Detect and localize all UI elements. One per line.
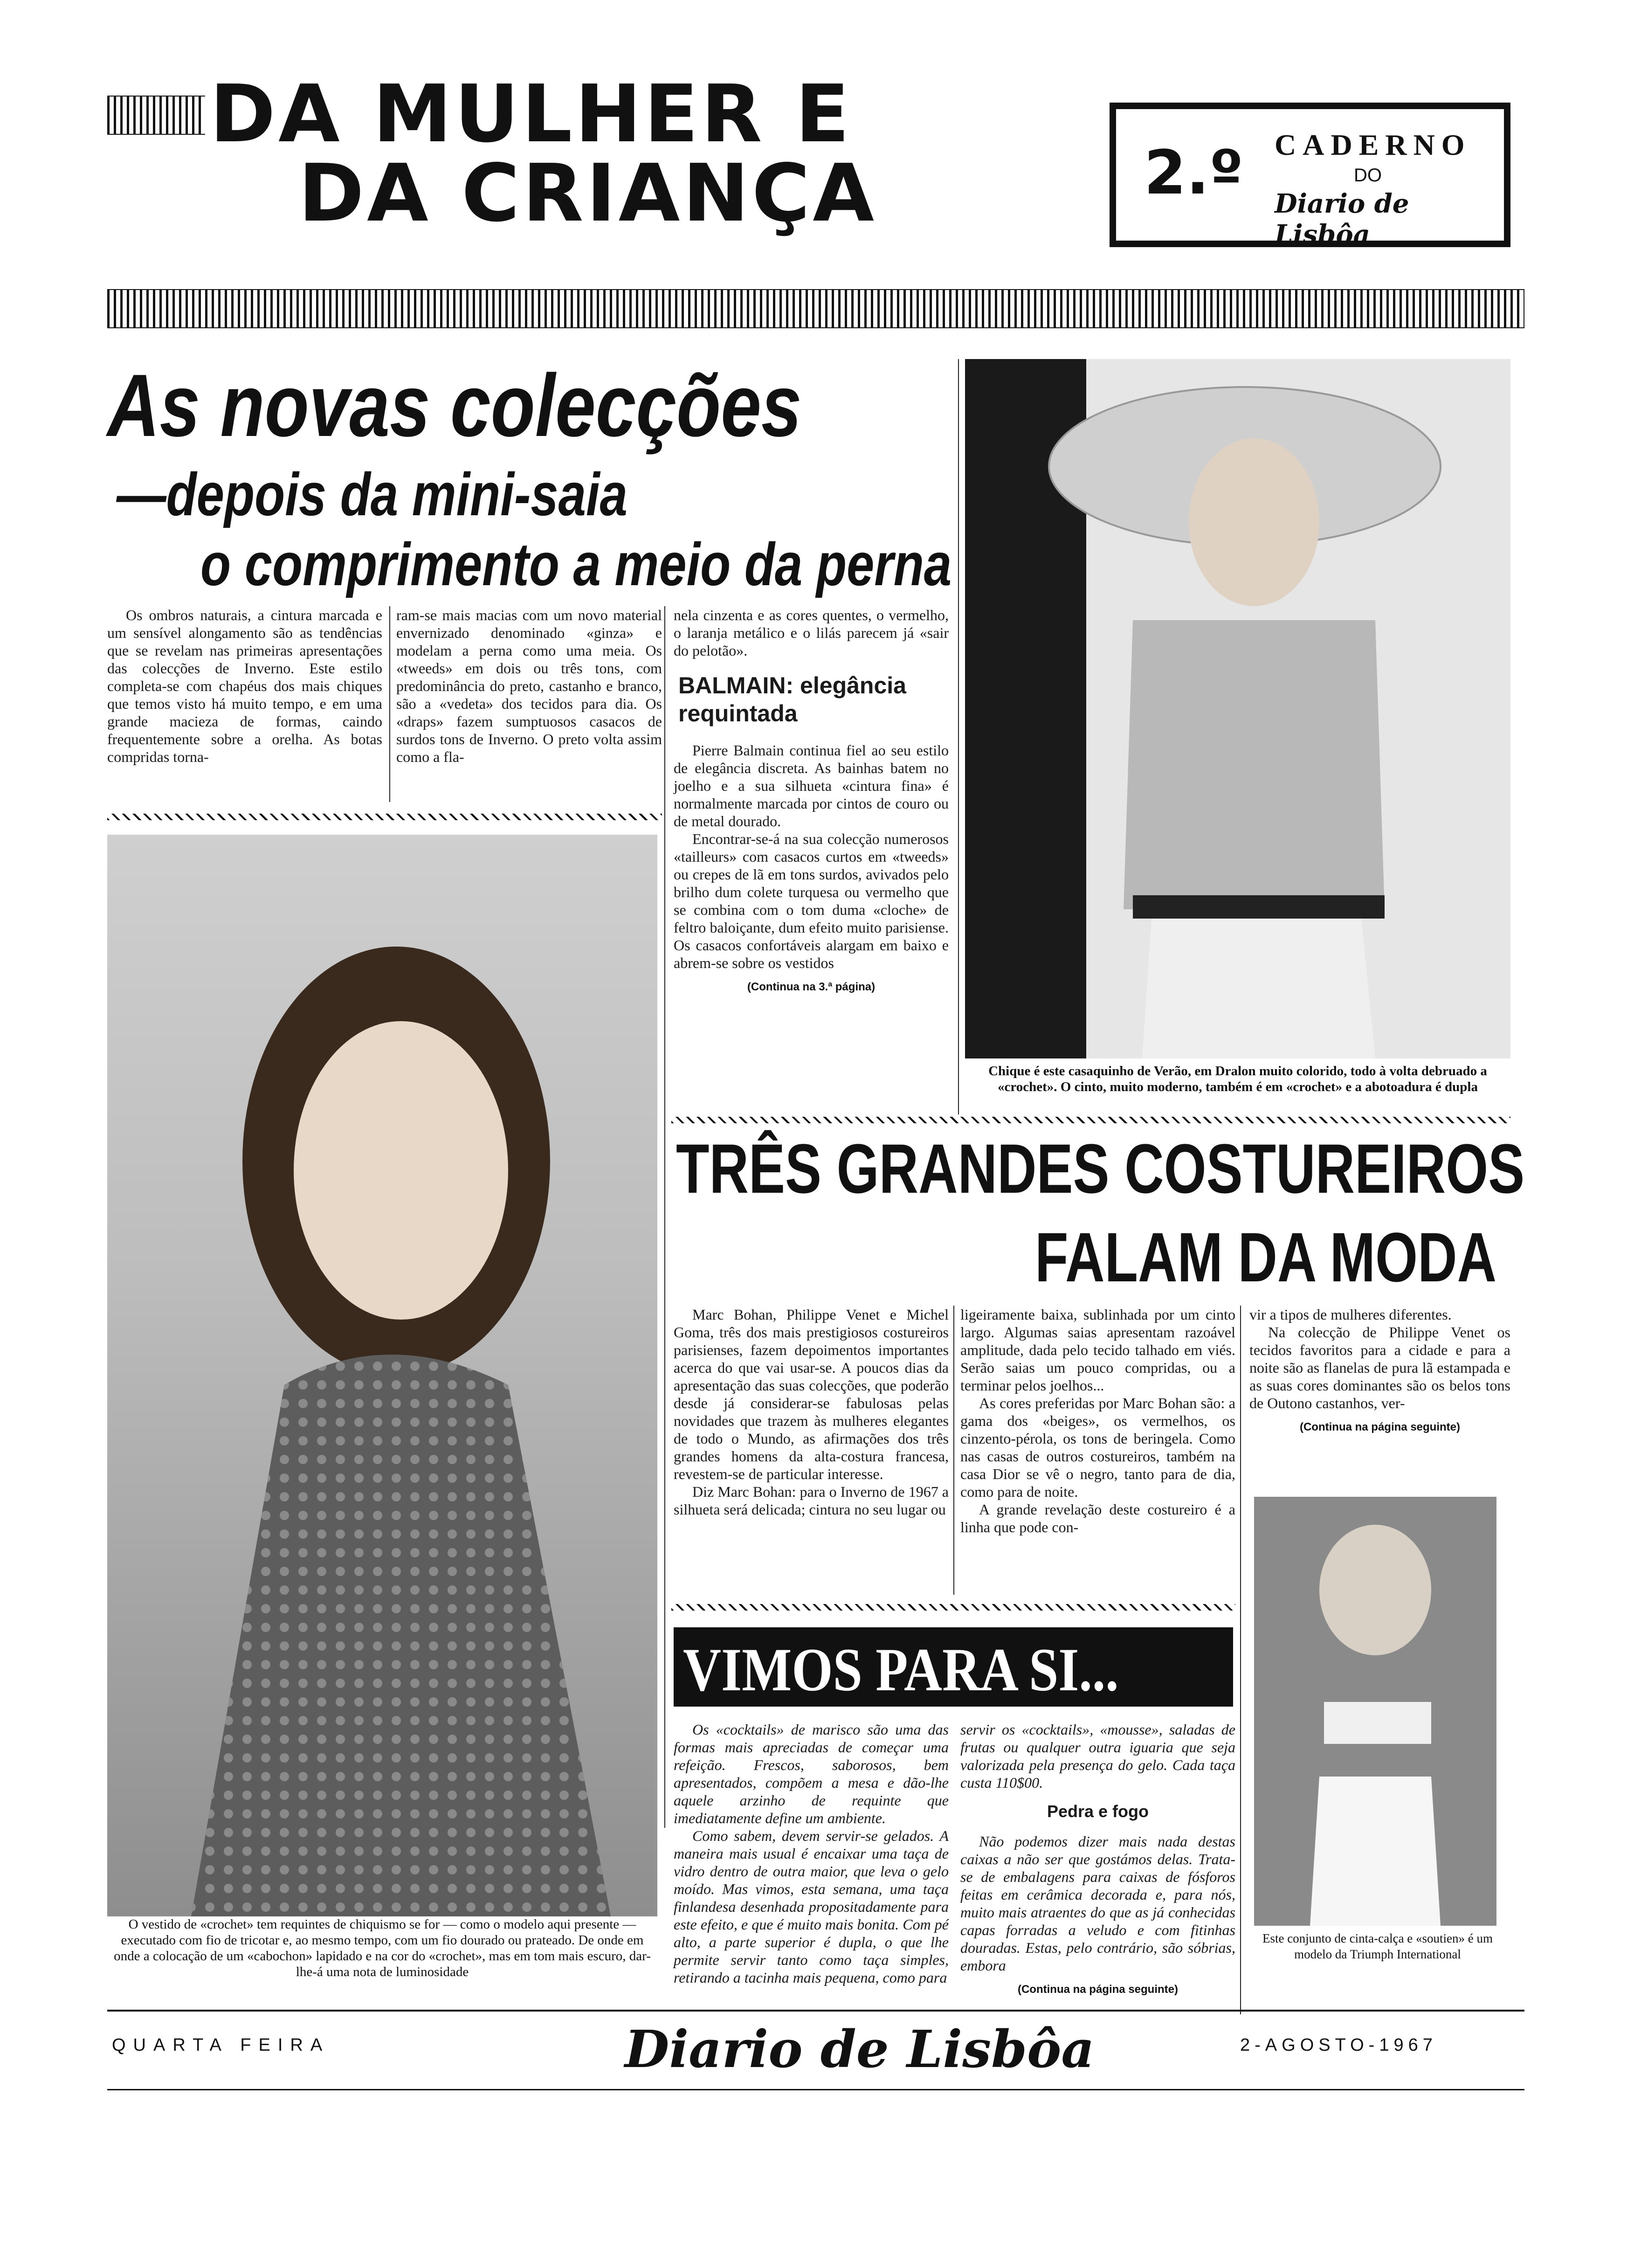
photo-right-caption: Chique é este casaquinho de Verão, em Dralon muito colorido, todo à volta debruado a «crochet». O cinto, muito moderno, também é em «crochet» e a abotoadura é dupla	[988, 1064, 1487, 1094]
footer-day: QUARTA FEIRA	[112, 2035, 330, 2055]
divider	[958, 359, 959, 1114]
costureiros-col-1: Marc Bohan, Philippe Venet e Michel Goma, três dos mais prestigiosos costureiros parisienses, fazem depoimentos importantes acerca do que vai usar-se. A poucos dias da apresentação das suas colecções, que poderão desde já considerar-se fabulosas pelas novidades que trazem às mulheres elegantes de todo o Mundo, as afirmações dos três grandes homens da alta-costura francesa, revestem-se de particular interesse. Diz Marc Bohan: para o Inverno de 1967 a silhueta será delicada; cintura no seu lugar ou	[674, 1306, 949, 1518]
lead-col-1: Os ombros naturais, a cintura marcada e um sensível alongamento são as tendências que se revelam nas primeiras apresentações das colecções de Inverno. Este estilo completa-se com chapéus dos mais chiques que temos visto há muito tempo, e em uma grande macieza de formas, caindo frequentemente sobre a orelha. As botas compridas torna-	[107, 607, 382, 765]
lead-subtitle-1: —depois da mini-saia	[117, 460, 627, 528]
costureiros-continua: (Continua na página seguinte)	[1299, 1421, 1460, 1433]
caderno-number: 2.º	[1144, 137, 1244, 208]
caderno-box	[1110, 103, 1510, 250]
separator-zigzag	[671, 1604, 1235, 1611]
costureiros-title-1: TRÊS GRANDES COSTUREIROS	[676, 1129, 1525, 1208]
masthead-title-line2: DA CRIANÇA	[298, 147, 877, 240]
separator-zigzag	[107, 814, 662, 820]
footer-rule	[107, 2010, 1524, 2012]
photo-crochet-vest	[965, 359, 1510, 1058]
divider	[389, 606, 390, 802]
footer-rule	[107, 2089, 1524, 2090]
lead-col-2: ram-se mais macias com um novo material envernizado denominado «ginza» e modelam a perna como uma meia. Os «tweeds» em dois ou três tons, com predominância do preto, castanho e branco, são a «vedeta» dos tecidos para dia. Os «draps» fazem sumptuosos casacos de surdos tons de Inverno. O preto volta assim como a fla-	[396, 607, 662, 765]
lead-continua: (Continua na 3.ª página)	[747, 981, 876, 993]
balmain-heading: BALMAIN: elegância requintada	[678, 672, 906, 726]
masthead-ornament-left	[107, 96, 205, 135]
footer-date: 2-AGOSTO-1967	[1240, 2035, 1437, 2055]
separator-zigzag	[671, 1117, 1510, 1123]
costureiros-col-3: vir a tipos de mulheres diferentes. Na colecção de Philippe Venet os tecidos favoritos para a cidade e para a noite são as flanelas de pura lã estampada e as suas cores dominantes são os belos tons de Outono castanhos, ver- (Continua na página seguinte)	[1249, 1306, 1510, 1436]
photo-crochet-dress	[107, 835, 657, 1916]
lead-col-3: nela cinzenta e as cores quentes, o vermelho, o laranja metálico e o lilás parecem já «sair do pelotão». BALMAIN: elegância requintada Pierre Balmain continua fiel ao seu estilo de elegância discreta. As bainhas batem no joelho e a sua silhueta «cintura fina» é normalmente marcada por cintos de couro ou de metal dourado. Encontrar-se-á na sua colecção numerosos «tailleurs» com casacos curtos em «tweeds» ou crepes de lã em tons surdos, avivados pelo brilho dum colete turquesa ou vermelho que se combina com o tom duma «cloche» de feltro baloiçante, dum efeito muito parisiense. Os casacos confortáveis alargam em baixo e abrem-se sobre os vestidos (Continua na 3.ª página)	[674, 606, 949, 996]
caderno-paper-logo: Diario de Lisbôa	[1275, 188, 1409, 250]
lead-title: As novas colecções	[107, 356, 802, 455]
caderno-sub: DO	[1354, 165, 1382, 186]
photo-small-caption: Este conjunto de cinta-calça e «soutien» é um modelo da Triumph International	[1262, 1931, 1493, 1961]
vimos-banner	[674, 1627, 1233, 1707]
vimos-banner-text: VIMOS PARA SI...	[683, 1635, 1119, 1704]
divider	[664, 606, 665, 1828]
masthead-ornament-band	[107, 289, 1524, 328]
caderno-label: CADERNO	[1275, 128, 1471, 161]
costureiros-title-2: FALAM DA MODA	[1035, 1218, 1497, 1296]
costureiros-col-2: ligeiramente baixa, sublinhada por um cinto largo. Algumas saias apresentam razoável amplitude, dada pelo tecido talhado em viés. Serão saias um pouco compridas, ou a terminar pelos joelhos... As cores preferidas por Marc Bohan são: a gama dos «beiges», os vermelhos, os cinzento-pérola, os tons de beringela. Como nas casas de outros costureiros, também na casa Dior se vê o negro, tanto para de dia, como para de noite. A grande revelação deste costureiro é a linha que pode con-	[960, 1306, 1235, 1535]
divider	[953, 1306, 954, 1595]
photo-illustration	[965, 359, 1510, 1058]
pedra-heading: Pedra e fogo	[1047, 1802, 1149, 1821]
photo-illustration	[1254, 1497, 1496, 1926]
vimos-col-1: Os «cocktails» de marisco são uma das formas mais apreciadas de começar uma refeição. Frescos, saborosos, bem apresentados, compõem a mesa e dão-lhe aquele arzinho de requinte que imediatamente define um ambiente. Como sabem, devem servir-se gelados. A maneira mais usual é encaixar uma taça de vidro dentro de outra maior, que leva o gelo moído. Mas vimos, esta semana, uma taça finlandesa desenhada propositadamente para este efeito, e que é muito mais bonita. Com pé alto, a parte superior é dupla, o que lhe permite servir tanto como taça simples, retirando a tacinha mais pequena, como para	[674, 1721, 949, 1986]
vimos-continua: (Continua na página seguinte)	[1017, 1983, 1178, 1996]
photo-lingerie	[1254, 1497, 1496, 1926]
lead-subtitle-2: o comprimento a meio da perna	[200, 530, 952, 598]
vimos-col-2: servir os «cocktails», «mousse», saladas de frutas ou qualquer outra iguaria que seja valorizada pela presença do gelo. Cada taça custa 110$00. Pedra e fogo Não podemos dizer mais nada destas caixas a não ser que gostámos delas. Trata-se de embalagens para caixas de fósforos feitas em cerâmica decorada e, para nós, muito mais atraentes do que as já conhecidas capas forradas a veludo e com fitinhas douradas. Estas, pelo contrário, são sóbrias, embora (Continua na página seguinte)	[960, 1721, 1235, 1998]
masthead-title-line1: DA MULHER E	[210, 68, 853, 160]
footer-paper-logo: Diario de Lisbôa	[625, 2019, 1095, 2079]
photo-illustration	[107, 835, 657, 1916]
divider	[1240, 1306, 1241, 2014]
photo-left-caption: O vestido de «crochet» tem requintes de chiquismo se for — como o modelo aqui presente — executado com fio de tricotar e, ao mesmo tempo, com um fio dourado ou prateado. De onde em onde a colocação de um «cabochon» lapidado e na cor do «crochet», mas em tom mais escuro, dar-lhe-á uma nota de luminosidade	[114, 1917, 651, 1979]
